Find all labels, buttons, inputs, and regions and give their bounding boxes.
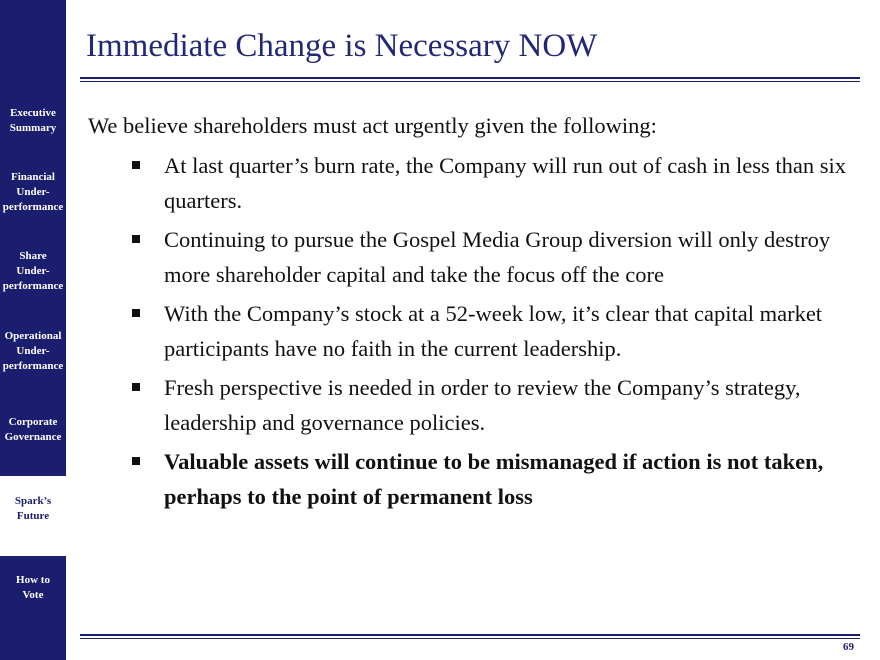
sidebar-item-share-underperformance[interactable] [0, 249, 66, 294]
sidebar-item-label: Governance [4, 431, 62, 443]
sidebar-item-label: How to [16, 574, 50, 586]
sidebar-item-label: Vote [22, 589, 44, 601]
sidebar-item-label: Summary [9, 122, 57, 134]
sidebar-item-label: Spark’s [14, 495, 52, 507]
sidebar-item-label: Corporate [8, 416, 58, 428]
sidebar-item-operational-underperformance[interactable] [0, 329, 66, 374]
sidebar-item-label: Under- [16, 265, 50, 277]
bullet-text: Continuing to pursue the Gospel Media Group diversion will only destroy more shareholder capital and take the focus off the core [164, 227, 831, 287]
square-bullet-icon [132, 235, 140, 243]
bullet-text: Fresh perspective is needed in order to review the Company’s strategy, leadership and governance policies. [164, 375, 801, 435]
sidebar-item-label: performance [2, 280, 64, 292]
title-divider-thin [80, 81, 860, 82]
page-title: Immediate Change is Necessary NOW [86, 28, 598, 64]
square-bullet-icon [132, 309, 140, 317]
square-bullet-icon [132, 161, 140, 169]
sidebar-item-label: Under- [16, 345, 50, 357]
sidebar-nav [0, 0, 66, 660]
list-item [130, 296, 860, 366]
list-item [130, 148, 860, 218]
sidebar-item-label: Executive [10, 107, 56, 119]
footer-divider-thin [80, 638, 860, 639]
sidebar-item-label: Financial [10, 171, 55, 183]
page-number: 69 [843, 641, 854, 653]
list-item [130, 370, 860, 440]
bullet-text: With the Company’s stock at a 52-week low, it’s clear that capital market participants have no faith in the current leadership. [164, 301, 823, 361]
sidebar-item-how-to-vote[interactable] [0, 573, 66, 603]
sidebar-item-executive-summary[interactable] [0, 106, 66, 136]
footer-divider [80, 634, 860, 636]
sidebar-item-label: performance [2, 201, 64, 213]
sidebar-item-label: Share [19, 250, 47, 262]
bullet-list [130, 148, 860, 518]
sidebar-item-label: performance [2, 360, 64, 372]
intro-text: We believe shareholders must act urgently given the following: [88, 113, 657, 138]
bullet-text: At last quarter’s burn rate, the Company will run out of cash in less than six quarters. [164, 153, 846, 213]
list-item [130, 444, 860, 514]
sidebar-item-label: Under- [16, 186, 50, 198]
list-item [130, 222, 860, 292]
square-bullet-icon [132, 383, 140, 391]
square-bullet-icon [132, 457, 140, 465]
sidebar-item-financial-underperformance[interactable] [0, 170, 66, 215]
sidebar-item-label: Future [16, 510, 50, 522]
title-divider [80, 77, 860, 79]
sidebar-item-corporate-governance[interactable] [0, 415, 66, 445]
sidebar-item-label: Operational [4, 330, 62, 342]
bullet-text: Valuable assets will continue to be mismanaged if action is not taken, perhaps to the point of permanent loss [164, 449, 824, 509]
sidebar-item-sparks-future[interactable] [0, 476, 66, 556]
